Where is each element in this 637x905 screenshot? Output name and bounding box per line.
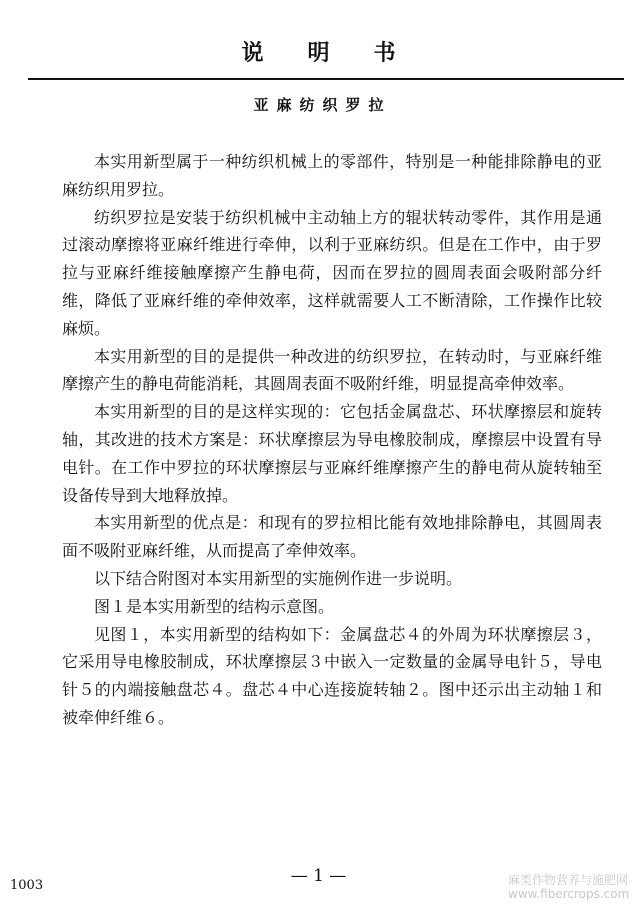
watermark-site-name: 麻类作物营养与施肥网 — [508, 873, 629, 887]
document-body — [62, 148, 602, 732]
header-rule — [28, 78, 624, 80]
paragraph-3: 本实用新型的目的是提供一种改进的纺织罗拉，在转动时，与亚麻纤维摩擦产生的静电荷能消耗，其圆周表面不吸附纤维，明显提高牵伸效率。 — [62, 346, 602, 394]
paragraph-6: 以下结合附图对本实用新型的实施例作进一步说明。 — [94, 568, 463, 588]
paragraph-1: 本实用新型属于一种纺织机械上的零部件，特别是一种能排除静电的亚麻纺织用罗拉。 — [62, 152, 602, 199]
document-header-title: 说明书 — [241, 41, 440, 66]
paragraph-5: 本实用新型的优点是：和现有的罗拉相比能有效地排除静电，其圆周表面不吸附亚麻纤维，从而提高了牵伸效率。 — [62, 513, 602, 561]
page-number: — 1 — — [290, 866, 347, 886]
paragraph-8: 见图１，本实用新型的结构如下：金属盘芯４的外周为环状摩擦层３，它采用导电橡胶制成，环状摩擦层３中嵌入一定数量的金属导电针５，导电针５的内端接触盘芯４。盘芯４中心连接旋转轴２。图中还示出主动轴１和被牵伸纤维６。 — [62, 624, 602, 727]
document-code: 1003 — [10, 878, 44, 893]
paragraph-4: 本实用新型的目的是这样实现的：它包括金属盘芯、环状摩擦层和旋转轴，其改进的技术方案是：环状摩擦层为导电橡胶制成，摩擦层中设置有导电针。在工作中罗拉的环状摩擦层与亚麻纤维摩擦产生的静电荷从旋转轴至设备传导到大地释放掉。 — [62, 402, 602, 505]
document-title: 亚麻纺织罗拉 — [253, 96, 392, 114]
paragraph-2: 纺织罗拉是安装于纺织机械中主动轴上方的辊状转动零件，其作用是通过滚动摩擦将亚麻纤维进行牵伸，以利于亚麻纺织。但是在工作中，由于罗拉与亚麻纤维接触摩擦产生静电荷，因而在罗拉的圆周表面会吸附部分纤维，降低了亚麻纤维的牵伸效率，这样就需要人工不断清除，工作操作比较麻烦。 — [62, 207, 602, 338]
watermark-url: www.fibercrops.com — [508, 887, 630, 901]
paragraph-7: 图１是本实用新型的结构示意图。 — [94, 596, 335, 616]
